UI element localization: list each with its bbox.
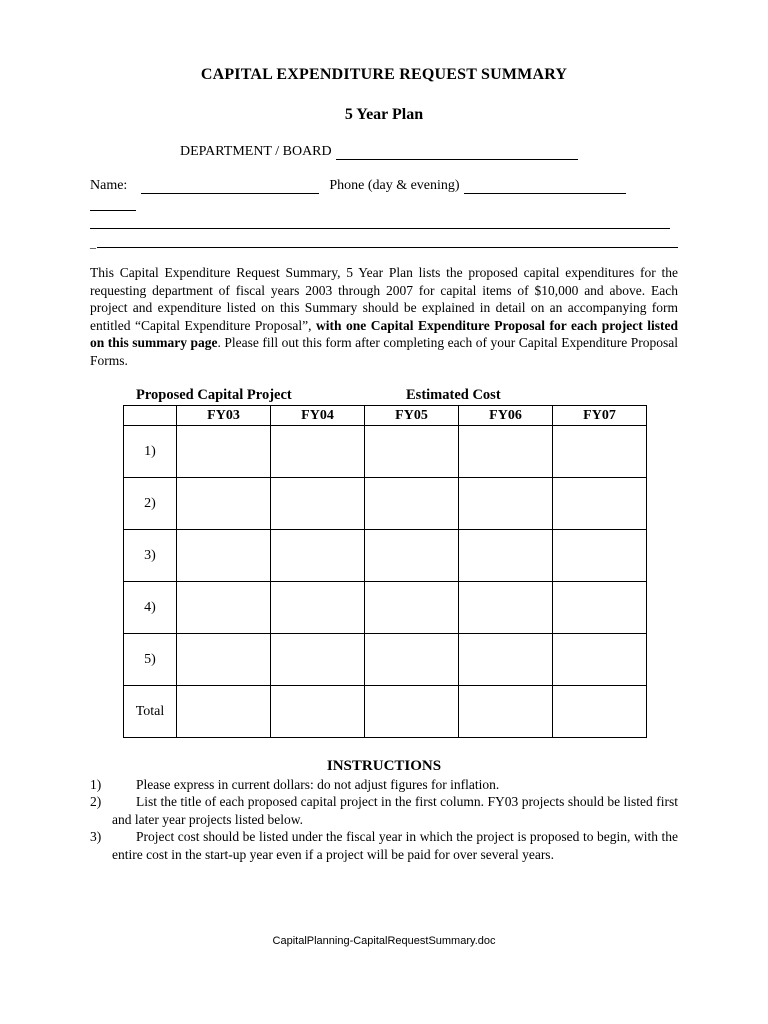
fy-column-header: FY03 — [177, 406, 271, 426]
intro-text-part-1: This Capital Expenditure Request Summary, 5 Year Plan lists the proposed capital expenditures for the requesting department of fiscal years 2003 through 2007 for capital items of $10,000 and above. Each project and expenditure listed on this Summary should be explained in detail on an accompanying form entitled “Capital Expenditure Proposal”, — [90, 265, 678, 333]
cost-cell[interactable] — [459, 582, 553, 634]
footer-filename: CapitalPlanning-CapitalRequestSummary.doc — [272, 935, 496, 947]
table-row — [124, 426, 647, 478]
cost-cell[interactable] — [271, 478, 365, 530]
cost-cell[interactable] — [271, 582, 365, 634]
phone-input-line[interactable] — [464, 179, 626, 194]
instruction-item — [90, 828, 678, 863]
department-label: DEPARTMENT / BOARD — [180, 144, 332, 159]
intro-paragraph — [90, 264, 678, 370]
document-subtitle: 5 Year Plan — [344, 106, 424, 123]
instruction-item — [90, 776, 678, 793]
row-label: 1) — [124, 426, 177, 478]
cost-table — [123, 405, 647, 738]
cost-cell[interactable] — [271, 634, 365, 686]
instruction-number: 3) — [90, 829, 102, 845]
intro-text-part-2: . Please fill out this form after completing each of your Capital Expenditure Proposal Forms. — [90, 335, 678, 368]
row-label: 2) — [124, 478, 177, 530]
cost-cell[interactable] — [459, 478, 553, 530]
blank-line-2[interactable] — [97, 247, 678, 248]
cost-cell[interactable] — [553, 530, 647, 582]
instruction-text: List the title of each proposed capital project in the first column. FY03 projects should be listed first and later year projects listed below. — [112, 794, 678, 827]
instructions-title: INSTRUCTIONS — [326, 758, 442, 774]
instruction-number: 2) — [90, 794, 102, 810]
table-row — [124, 530, 647, 582]
total-cell[interactable] — [553, 686, 647, 738]
document-title: CAPITAL EXPENDITURE REQUEST SUMMARY — [200, 66, 568, 83]
department-field-row — [180, 144, 578, 160]
table-header-row — [124, 406, 647, 426]
cost-cell[interactable] — [365, 530, 459, 582]
instruction-number: 1) — [90, 777, 102, 792]
cost-cell[interactable] — [271, 426, 365, 478]
cost-cell[interactable] — [177, 582, 271, 634]
table-row — [124, 582, 647, 634]
row-label: 3) — [124, 530, 177, 582]
cost-cell[interactable] — [365, 426, 459, 478]
project-header-cell — [124, 406, 177, 426]
name-input-line[interactable] — [141, 179, 319, 194]
fy-column-header: FY05 — [365, 406, 459, 426]
cost-column-header: Estimated Cost — [406, 387, 501, 403]
cost-cell[interactable] — [365, 634, 459, 686]
cost-cell[interactable] — [553, 634, 647, 686]
project-column-header: Proposed Capital Project — [136, 387, 292, 403]
total-cell[interactable] — [177, 686, 271, 738]
row-label: 4) — [124, 582, 177, 634]
cost-cell[interactable] — [459, 530, 553, 582]
instruction-text: Please express in current dollars: do not adjust figures for inflation. — [136, 777, 500, 792]
name-phone-row — [90, 178, 626, 194]
row-label: 5) — [124, 634, 177, 686]
total-cell[interactable] — [365, 686, 459, 738]
cost-cell[interactable] — [459, 634, 553, 686]
cost-cell[interactable] — [271, 530, 365, 582]
fy-column-header: FY07 — [553, 406, 647, 426]
cost-cell[interactable] — [553, 426, 647, 478]
instructions-list — [90, 776, 678, 863]
cost-cell[interactable] — [459, 426, 553, 478]
department-input-line[interactable] — [336, 145, 578, 160]
instruction-item — [90, 793, 678, 828]
row-label: Total — [124, 686, 177, 738]
fy-column-header: FY04 — [271, 406, 365, 426]
phone-input-line-continued[interactable] — [90, 210, 136, 211]
cost-cell[interactable] — [365, 478, 459, 530]
table-total-row — [124, 686, 647, 738]
blank-line-mark: _ — [90, 236, 96, 250]
cost-cell[interactable] — [553, 478, 647, 530]
fy-column-header: FY06 — [459, 406, 553, 426]
cost-cell[interactable] — [365, 582, 459, 634]
cost-cell[interactable] — [177, 478, 271, 530]
name-label: Name: — [90, 178, 128, 193]
total-cell[interactable] — [459, 686, 553, 738]
blank-line-1[interactable] — [90, 228, 670, 229]
intro-text-bold: with one Capital Expenditure Proposal for each project listed on this summary page — [90, 317, 678, 351]
table-row — [124, 478, 647, 530]
total-cell[interactable] — [271, 686, 365, 738]
table-row — [124, 634, 647, 686]
cost-cell[interactable] — [177, 530, 271, 582]
cost-cell[interactable] — [553, 582, 647, 634]
cost-cell[interactable] — [177, 634, 271, 686]
phone-label: Phone (day & evening) — [329, 178, 460, 193]
cost-cell[interactable] — [177, 426, 271, 478]
instruction-text: Project cost should be listed under the fiscal year in which the project is proposed to begin, with the entire cost in the start-up year even if a project will be paid for over several years. — [112, 829, 678, 862]
